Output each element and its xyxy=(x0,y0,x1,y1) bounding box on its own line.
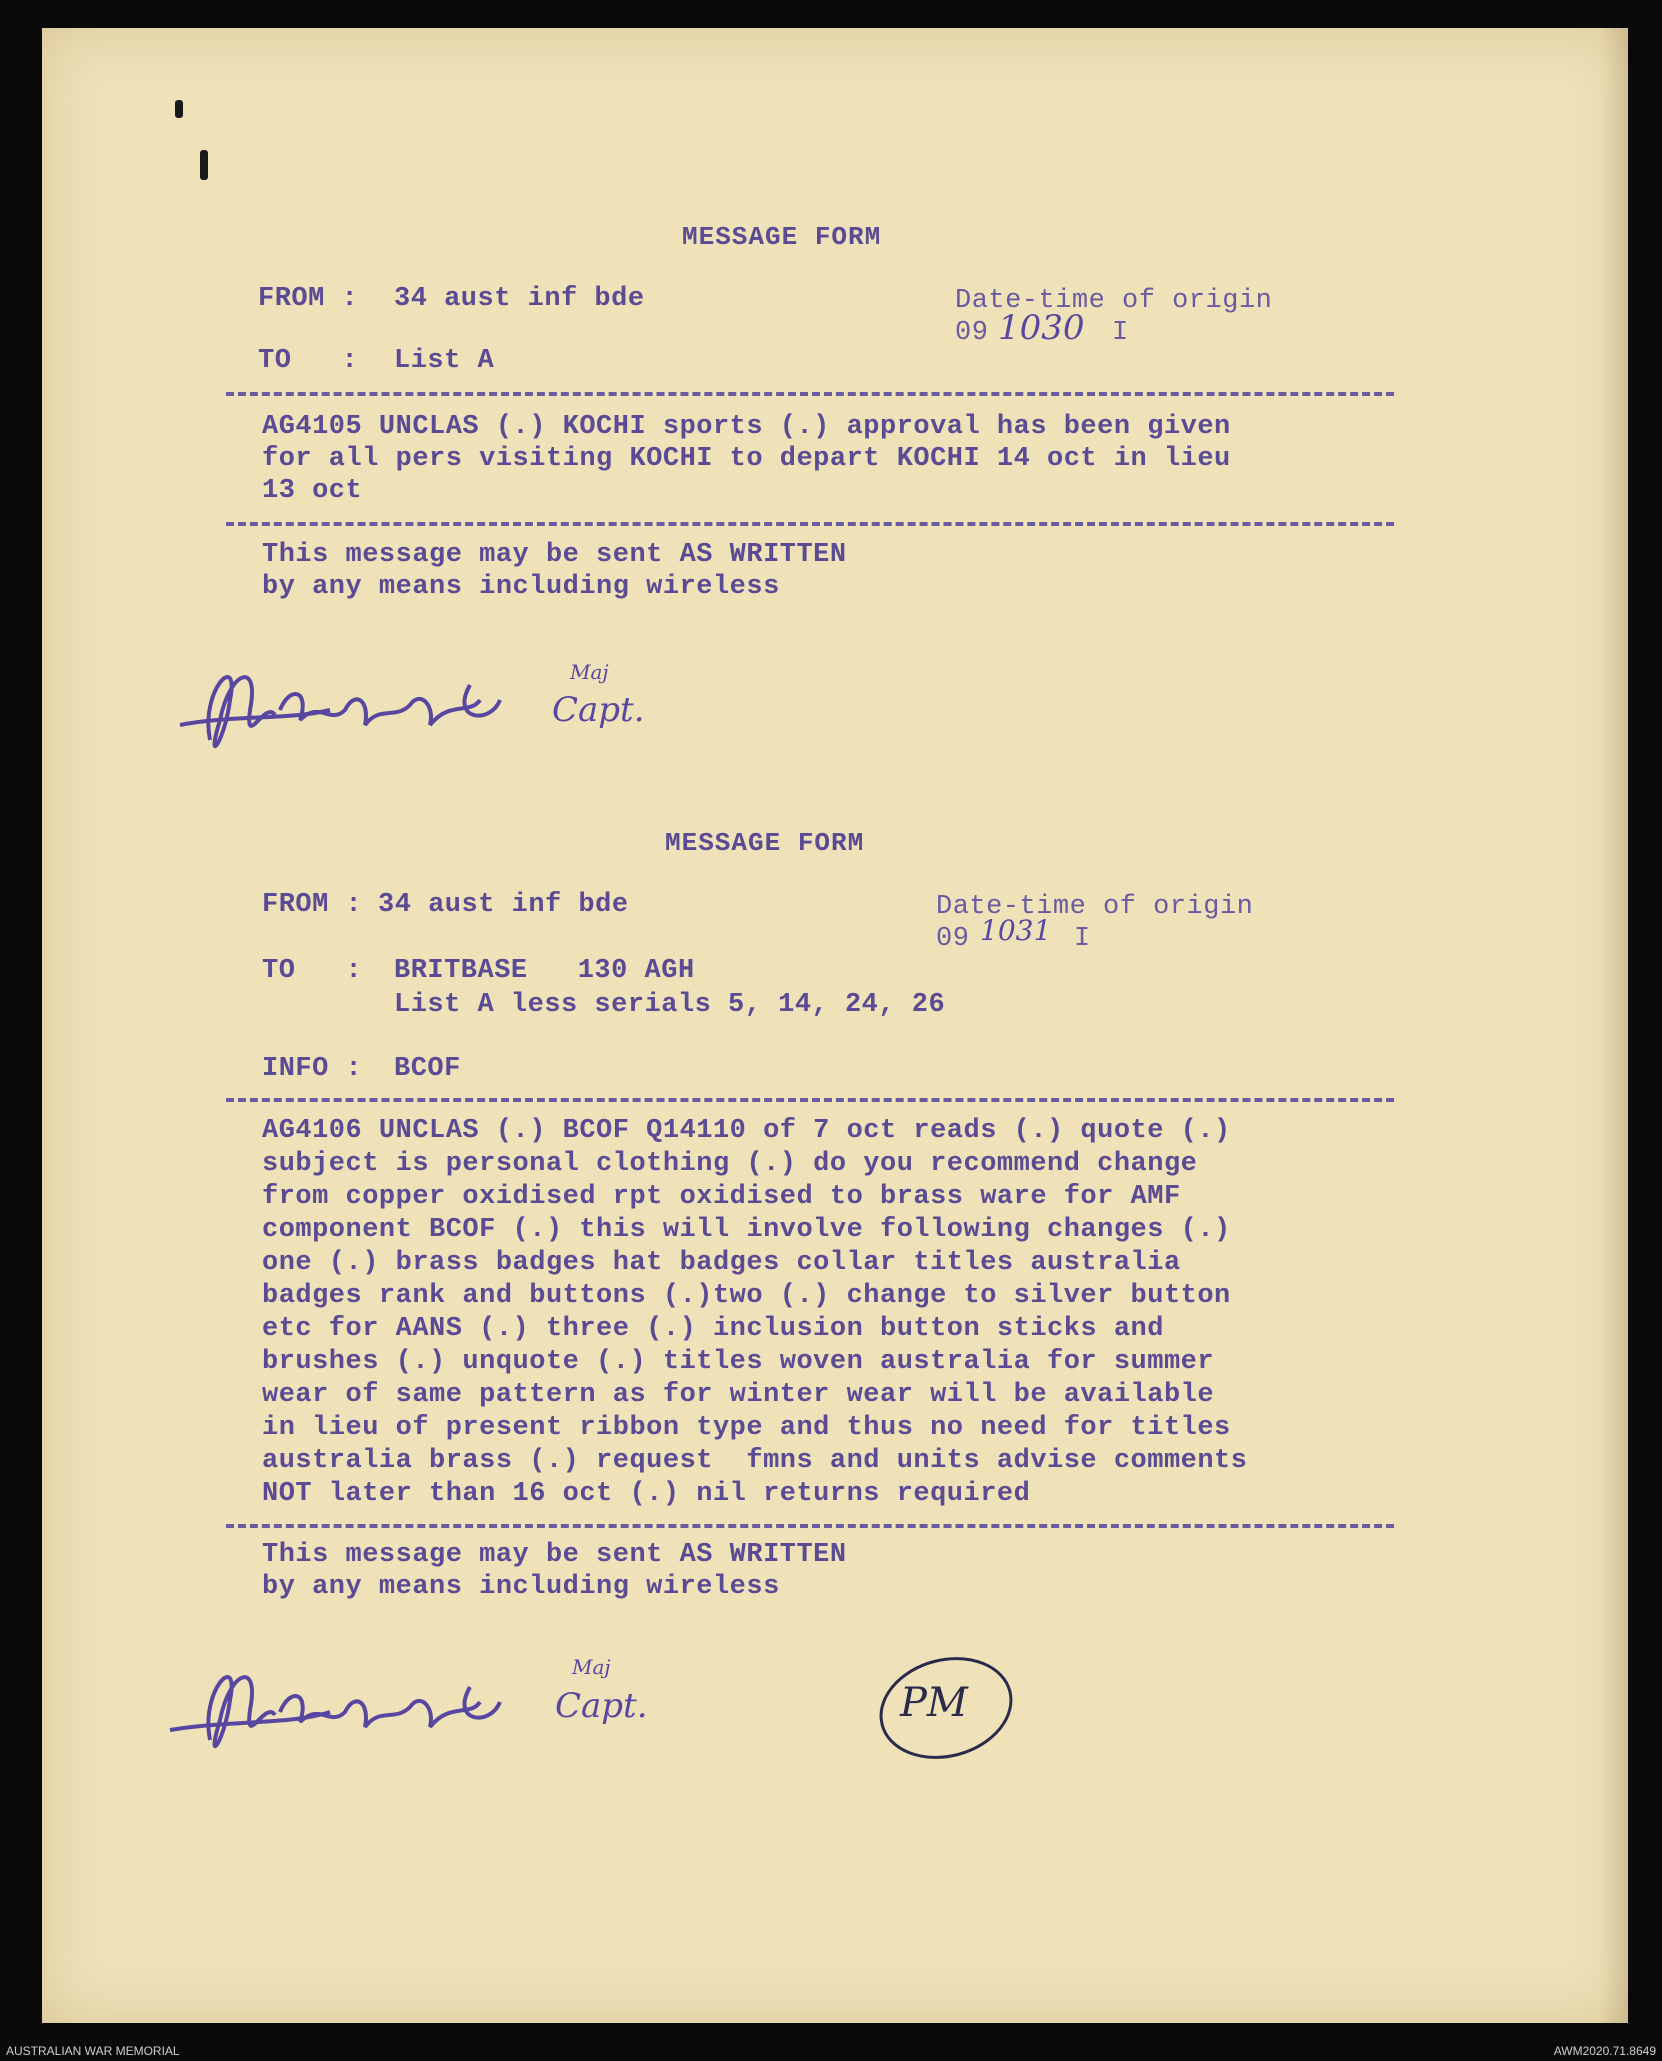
form2-note-line2: by any means including wireless xyxy=(262,1572,780,1602)
form2-signature-rank-above: Maj xyxy=(572,1655,611,1679)
form2-body-line: badges rank and buttons (.)two (.) change to silver button xyxy=(262,1281,1231,1311)
form1-dto-prefix: 09 xyxy=(955,318,989,348)
form2-to-label: TO : xyxy=(262,956,363,986)
initials-text: PM xyxy=(900,1680,968,1726)
form1-divider-bottom xyxy=(226,522,1394,526)
form2-info-label: INFO : xyxy=(262,1054,363,1084)
form2-from-value: 34 aust inf bde xyxy=(378,890,629,920)
form2-body-line: wear of same pattern as for winter wear will be available xyxy=(262,1380,1215,1410)
form1-signature-rank-above: Maj xyxy=(570,660,609,684)
form1-to-label: TO : xyxy=(258,346,359,376)
punch-mark-top xyxy=(175,100,183,118)
form2-dto-handwritten: 1031 xyxy=(980,914,1052,947)
form2-signature xyxy=(160,1630,620,1780)
form1-signature-rank: Capt. xyxy=(552,690,645,730)
form2-to-value-line2: List A less serials 5, 14, 24, 26 xyxy=(394,990,946,1020)
footer-right: AWM2020.71.8649 xyxy=(1553,2044,1656,2058)
form2-title: MESSAGE FORM xyxy=(665,828,865,858)
form1-note-line1: This message may be sent AS WRITTEN xyxy=(262,540,847,570)
form1-note-line2: by any means including wireless xyxy=(262,572,780,602)
form2-body-line: component BCOF (.) this will involve following changes (.) xyxy=(262,1215,1231,1245)
form2-info-value: BCOF xyxy=(394,1054,461,1084)
form1-dto-suffix: I xyxy=(1112,318,1129,348)
form1-from-value: 34 aust inf bde xyxy=(394,284,645,314)
form2-body-line: in lieu of present ribbon type and thus no need for titles xyxy=(262,1413,1231,1443)
form2-from-label: FROM : xyxy=(262,890,363,920)
form2-divider-top xyxy=(226,1098,1394,1102)
form1-from-label: FROM : xyxy=(258,284,359,314)
form1-body-line: AG4105 UNCLAS (.) KOCHI sports (.) approval has been given xyxy=(262,412,1231,442)
form1-title: MESSAGE FORM xyxy=(682,222,882,252)
footer-left: AUSTRALIAN WAR MEMORIAL xyxy=(6,2044,180,2058)
form2-body-line: subject is personal clothing (.) do you recommend change xyxy=(262,1149,1198,1179)
form2-body-line: australia brass (.) request fmns and units advise comments xyxy=(262,1446,1248,1476)
form2-body-line: one (.) brass badges hat badges collar titles australia xyxy=(262,1248,1181,1278)
form2-signature-rank: Capt. xyxy=(555,1686,648,1726)
form2-note-line1: This message may be sent AS WRITTEN xyxy=(262,1540,847,1570)
form1-body-line: 13 oct xyxy=(262,476,363,506)
form1-body-line: for all pers visiting KOCHI to depart KOCHI 14 oct in lieu xyxy=(262,444,1231,474)
form2-to-value-line1: BRITBASE 130 AGH xyxy=(394,956,695,986)
form2-dto-label: Date-time of origin xyxy=(936,892,1254,922)
form2-body-line: brushes (.) unquote (.) titles woven australia for summer xyxy=(262,1347,1215,1377)
form2-body-line: from copper oxidised rpt oxidised to brass ware for AMF xyxy=(262,1182,1181,1212)
form2-divider-bottom xyxy=(226,1524,1394,1528)
form2-dto-suffix: I xyxy=(1074,924,1091,954)
form2-body-line: NOT later than 16 oct (.) nil returns required xyxy=(262,1479,1031,1509)
form2-body-line: etc for AANS (.) three (.) inclusion button sticks and xyxy=(262,1314,1164,1344)
form2-dto-prefix: 09 xyxy=(936,924,970,954)
form1-to-value: List A xyxy=(394,346,495,376)
form1-dto-label: Date-time of origin xyxy=(955,286,1273,316)
form1-divider-top xyxy=(226,392,1394,396)
paper-edge-shadow xyxy=(1600,28,1628,2023)
punch-mark-bottom xyxy=(200,150,208,180)
form1-dto-handwritten: 1030 xyxy=(998,308,1085,348)
form2-body-line: AG4106 UNCLAS (.) BCOF Q14110 of 7 oct reads (.) quote (.) xyxy=(262,1116,1231,1146)
